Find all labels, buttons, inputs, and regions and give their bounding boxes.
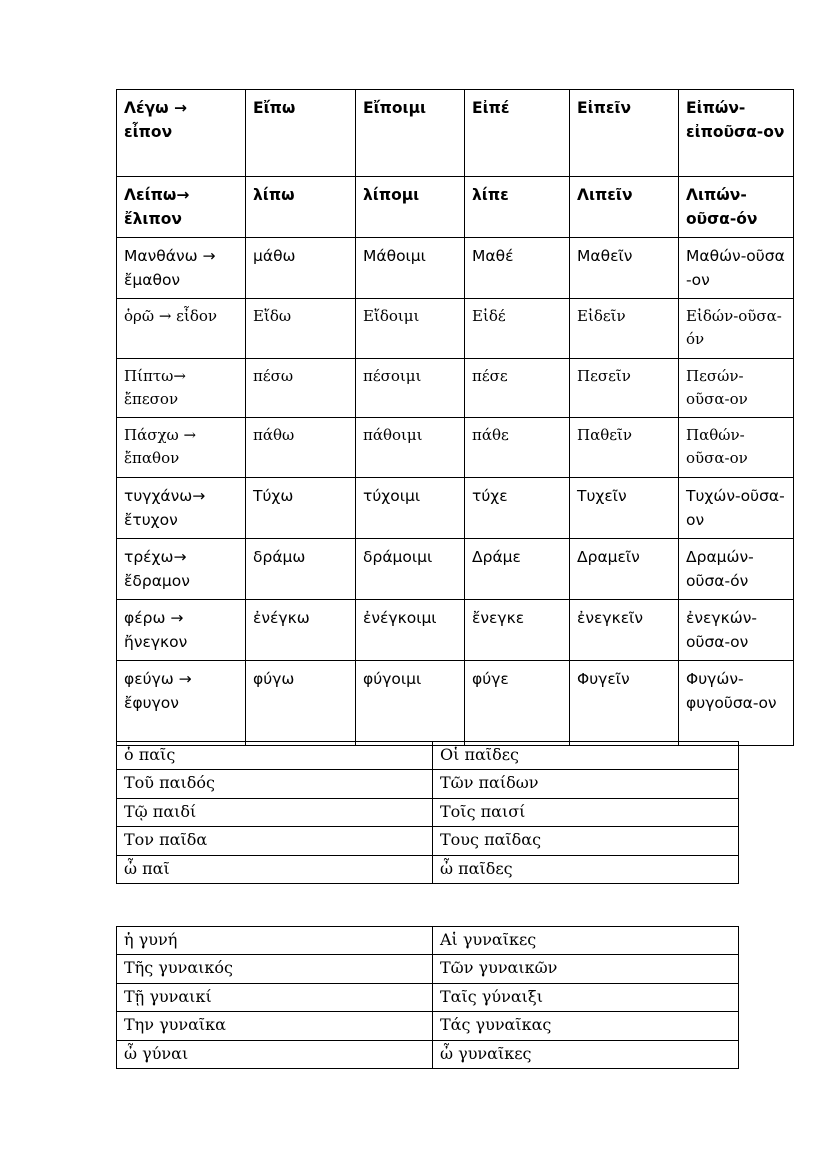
singular-form-cell: Τῇ γυναικί bbox=[117, 983, 433, 1011]
imperative-cell: Εἰπέ bbox=[465, 90, 570, 177]
declension-row bbox=[117, 798, 739, 826]
subjunctive-cell: λίπω bbox=[246, 177, 356, 238]
infinitive-cell: Φυγεῖν bbox=[570, 660, 679, 745]
plural-form-cell: Τοῖς παισί bbox=[433, 798, 739, 826]
plural-form-cell: Τάς γυναῖκας bbox=[433, 1012, 739, 1040]
verb-row bbox=[117, 238, 794, 299]
declension-row bbox=[117, 770, 739, 798]
participle-cell: Φυγών-φυγοῦσα-ον bbox=[679, 660, 794, 745]
verb-row bbox=[117, 358, 794, 418]
declension-row bbox=[117, 1012, 739, 1040]
participle-cell: Δραμών-οῦσα-όν bbox=[679, 538, 794, 599]
imperative-cell: φύγε bbox=[465, 660, 570, 745]
declension-row bbox=[117, 927, 739, 955]
singular-form-cell: ὦ γύναι bbox=[117, 1040, 433, 1068]
infinitive-cell: ἐνεγκεῖν bbox=[570, 599, 679, 660]
singular-form-cell: ὦ παῖ bbox=[117, 855, 433, 883]
verb-row bbox=[117, 538, 794, 599]
infinitive-cell: Εἰπεῖν bbox=[570, 90, 679, 177]
declension-row bbox=[117, 855, 739, 883]
optative-cell: πέσοιμι bbox=[356, 358, 465, 418]
participle-cell: Παθών-οῦσα-ον bbox=[679, 418, 794, 478]
singular-form-cell: ὁ παῖς bbox=[117, 742, 433, 770]
optative-cell: λίπομι bbox=[356, 177, 465, 238]
present-aorist-cell: τυγχάνω→ ἔτυχον bbox=[117, 477, 246, 538]
plural-form-cell: ὦ παῖδες bbox=[433, 855, 739, 883]
imperative-cell: λίπε bbox=[465, 177, 570, 238]
declension-row bbox=[117, 983, 739, 1011]
subjunctive-cell: φύγω bbox=[246, 660, 356, 745]
subjunctive-cell: μάθω bbox=[246, 238, 356, 299]
subjunctive-cell: δράμω bbox=[246, 538, 356, 599]
imperative-cell: πάθε bbox=[465, 418, 570, 478]
singular-form-cell: Τῆς γυναικός bbox=[117, 955, 433, 983]
infinitive-cell: Λιπεῖν bbox=[570, 177, 679, 238]
singular-form-cell: Την γυναῖκα bbox=[117, 1012, 433, 1040]
verb-row bbox=[117, 418, 794, 478]
gyne-declension-table bbox=[116, 926, 739, 1069]
optative-cell: τύχοιμι bbox=[356, 477, 465, 538]
plural-form-cell: Τῶν γυναικῶν bbox=[433, 955, 739, 983]
verb-row bbox=[117, 90, 794, 177]
plural-form-cell: Τῶν παίδων bbox=[433, 770, 739, 798]
declension-row bbox=[117, 1040, 739, 1068]
verb-row bbox=[117, 299, 794, 359]
optative-cell: Εἴποιμι bbox=[356, 90, 465, 177]
infinitive-cell: Τυχεῖν bbox=[570, 477, 679, 538]
optative-cell: δράμοιμι bbox=[356, 538, 465, 599]
present-aorist-cell: τρέχω→ ἔδραμον bbox=[117, 538, 246, 599]
pais-table-body bbox=[117, 742, 739, 884]
subjunctive-cell: Τύχω bbox=[246, 477, 356, 538]
verb-row bbox=[117, 599, 794, 660]
aorist-principal-parts-table bbox=[116, 89, 794, 746]
participle-cell: Λιπών-οῦσα-όν bbox=[679, 177, 794, 238]
imperative-cell: ἔνεγκε bbox=[465, 599, 570, 660]
infinitive-cell: Δραμεῖν bbox=[570, 538, 679, 599]
present-aorist-cell: Πίπτω→ ἔπεσον bbox=[117, 358, 246, 418]
optative-cell: ἐνέγκοιμι bbox=[356, 599, 465, 660]
infinitive-cell: Πεσεῖν bbox=[570, 358, 679, 418]
participle-cell: Μαθών-οῦσα -ον bbox=[679, 238, 794, 299]
imperative-cell: πέσε bbox=[465, 358, 570, 418]
subjunctive-cell: πέσω bbox=[246, 358, 356, 418]
verb-row bbox=[117, 660, 794, 745]
verb-table-body bbox=[117, 90, 794, 746]
subjunctive-cell: ἐνέγκω bbox=[246, 599, 356, 660]
pais-declension-table bbox=[116, 741, 739, 884]
present-aorist-cell: Λέγω → εἶπον bbox=[117, 90, 246, 177]
imperative-cell: Εἰδέ bbox=[465, 299, 570, 359]
declension-row bbox=[117, 742, 739, 770]
infinitive-cell: Εἰδεῖν bbox=[570, 299, 679, 359]
plural-form-cell: Οἱ παῖδες bbox=[433, 742, 739, 770]
plural-form-cell: ὦ γυναῖκες bbox=[433, 1040, 739, 1068]
present-aorist-cell: ὁρῶ → εἶδον bbox=[117, 299, 246, 359]
subjunctive-cell: πάθω bbox=[246, 418, 356, 478]
subjunctive-cell: Εἴδω bbox=[246, 299, 356, 359]
present-aorist-cell: Πάσχω → ἔπαθον bbox=[117, 418, 246, 478]
present-aorist-cell: Λείπω→ ἔλιπον bbox=[117, 177, 246, 238]
plural-form-cell: Αἱ γυναῖκες bbox=[433, 927, 739, 955]
present-aorist-cell: Μανθάνω → ἔμαθον bbox=[117, 238, 246, 299]
verb-row bbox=[117, 477, 794, 538]
optative-cell: φύγοιμι bbox=[356, 660, 465, 745]
subjunctive-cell: Εἴπω bbox=[246, 90, 356, 177]
optative-cell: Μάθοιμι bbox=[356, 238, 465, 299]
gyne-table-body bbox=[117, 927, 739, 1069]
participle-cell: Εἰδών-οῦσα-όν bbox=[679, 299, 794, 359]
declension-row bbox=[117, 955, 739, 983]
verb-row bbox=[117, 177, 794, 238]
present-aorist-cell: φεύγω → ἔφυγον bbox=[117, 660, 246, 745]
singular-form-cell: ἡ γυνή bbox=[117, 927, 433, 955]
singular-form-cell: Τῷ παιδί bbox=[117, 798, 433, 826]
infinitive-cell: Μαθεῖν bbox=[570, 238, 679, 299]
participle-cell: Τυχών-οῦσα-ον bbox=[679, 477, 794, 538]
participle-cell: ἐνεγκών-οῦσα-ον bbox=[679, 599, 794, 660]
infinitive-cell: Παθεῖν bbox=[570, 418, 679, 478]
optative-cell: Εἴδοιμι bbox=[356, 299, 465, 359]
singular-form-cell: Τοῦ παιδός bbox=[117, 770, 433, 798]
participle-cell: Πεσών-οῦσα-ον bbox=[679, 358, 794, 418]
optative-cell: πάθοιμι bbox=[356, 418, 465, 478]
participle-cell: Εἰπών-εἰποῦσα-ον bbox=[679, 90, 794, 177]
present-aorist-cell: φέρω → ἤνεγκον bbox=[117, 599, 246, 660]
imperative-cell: Δράμε bbox=[465, 538, 570, 599]
imperative-cell: τύχε bbox=[465, 477, 570, 538]
declension-row bbox=[117, 827, 739, 855]
plural-form-cell: Ταῖς γύναιξι bbox=[433, 983, 739, 1011]
singular-form-cell: Τον παῖδα bbox=[117, 827, 433, 855]
imperative-cell: Μαθέ bbox=[465, 238, 570, 299]
plural-form-cell: Τους παῖδας bbox=[433, 827, 739, 855]
